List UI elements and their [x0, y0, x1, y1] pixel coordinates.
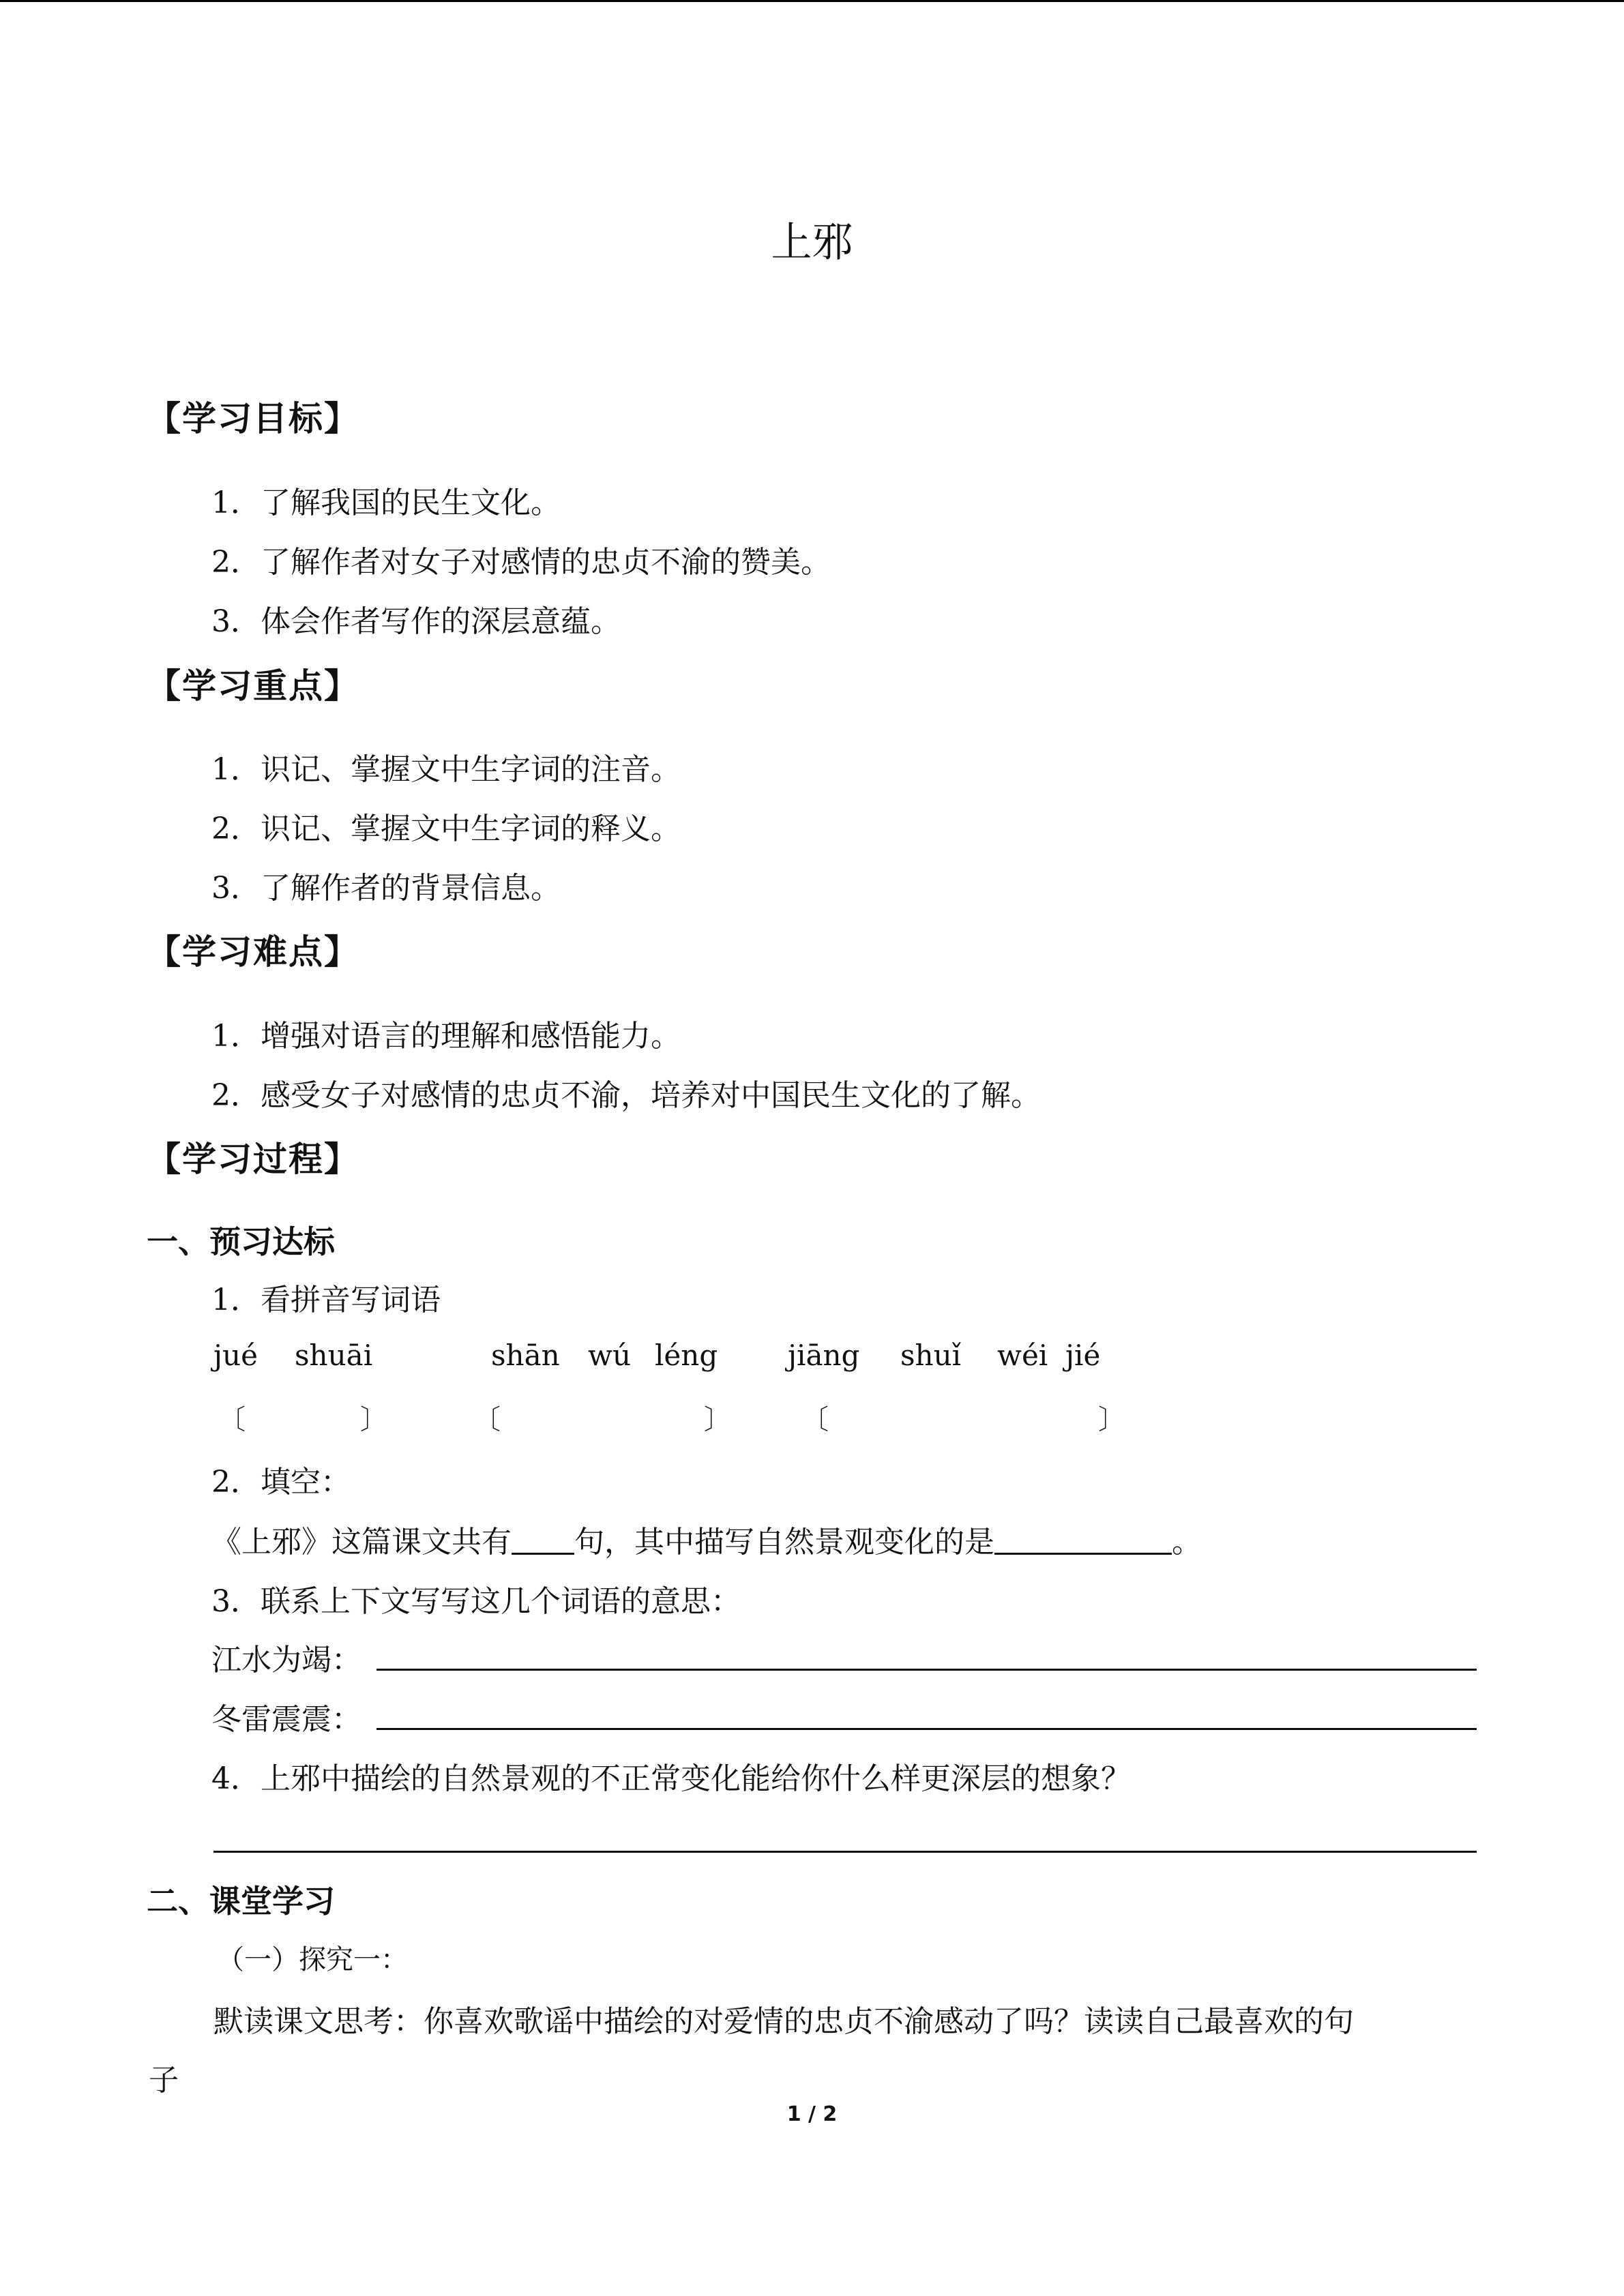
- objective-item: 1．了解我国的民生文化。: [211, 486, 561, 520]
- objectives-heading: 【学习目标】: [147, 399, 359, 438]
- pinyin: wú: [588, 1339, 631, 1372]
- key-points-heading: 【学习重点】: [147, 666, 359, 706]
- objective-item: 2．了解作者对女子对感情的忠贞不渝的赞美。: [211, 545, 831, 580]
- answer-bracket-open[interactable]: 〔: [473, 1404, 501, 1435]
- answer-bracket-close: 〕: [704, 1404, 731, 1435]
- answer-line-term1[interactable]: [377, 1669, 1477, 1671]
- question-1: 1．看拼音写词语: [211, 1283, 441, 1317]
- reading-prompt: 默读课文思考：你喜欢歌谣中描绘的对爱情的忠贞不渝感动了吗？读读自己最喜欢的句: [213, 2004, 1354, 2039]
- fill-blank-text-a: 《上邪》这篇课文共有: [211, 1525, 512, 1560]
- reading-prompt-end: 子: [149, 2063, 179, 2098]
- answer-bracket-close: 〕: [360, 1404, 387, 1435]
- pinyin: jué: [213, 1339, 258, 1372]
- question-4: 4．上邪中描绘的自然景观的不正常变化能给你什么样更深层的想象？: [211, 1761, 1131, 1796]
- difficulty-item: 2．感受女子对感情的忠贞不渝，培养对中国民生文化的了解。: [211, 1078, 1041, 1113]
- question-3: 3．联系上下文写写这几个词语的意思：: [211, 1584, 741, 1619]
- blank-sentence-count[interactable]: [512, 1523, 574, 1555]
- key-point-item: 1．识记、掌握文中生字词的注音。: [211, 752, 681, 787]
- fill-blank-sentence: [211, 1517, 1202, 1561]
- process-heading: 【学习过程】: [147, 1139, 359, 1179]
- part1-heading: 一、预习达标: [147, 1223, 335, 1260]
- objective-item: 3．体会作者写作的深层意蕴。: [211, 604, 621, 639]
- pinyin: jiāng: [788, 1339, 860, 1372]
- difficulty-item: 1．增强对语言的理解和感悟能力。: [211, 1019, 681, 1054]
- blank-landscape-sentence[interactable]: [994, 1523, 1172, 1555]
- pinyin: wéi: [997, 1339, 1048, 1372]
- pinyin: shān: [491, 1339, 560, 1372]
- term-label: 冬雷震震：: [211, 1702, 361, 1737]
- pinyin: léng: [655, 1339, 718, 1372]
- answer-bracket-close: 〕: [1098, 1404, 1125, 1435]
- fill-blank-text-c: 。: [1172, 1525, 1202, 1560]
- pinyin: jié: [1065, 1339, 1101, 1372]
- page-number: 1 / 2: [786, 2102, 838, 2126]
- page-top-border: [0, 0, 1624, 2]
- answer-bracket-open[interactable]: 〔: [801, 1404, 829, 1435]
- question-2: 2．填空：: [211, 1465, 351, 1500]
- page-title: 上邪: [771, 219, 853, 267]
- pinyin: shuāi: [295, 1339, 373, 1372]
- difficulties-heading: 【学习难点】: [147, 932, 359, 972]
- key-point-item: 3．了解作者的背景信息。: [211, 871, 561, 906]
- part2-heading: 二、课堂学习: [147, 1883, 335, 1920]
- pinyin: shuǐ: [900, 1339, 962, 1372]
- key-point-item: 2．识记、掌握文中生字词的释义。: [211, 811, 681, 846]
- answer-bracket-open[interactable]: 〔: [218, 1404, 246, 1435]
- fill-blank-text-b: 句，其中描写自然景观变化的是: [574, 1525, 994, 1560]
- answer-line-term2[interactable]: [377, 1728, 1477, 1730]
- term-label: 江水为竭：: [211, 1643, 361, 1678]
- explore-label: （一）探究一：: [217, 1944, 408, 1976]
- answer-line-q4[interactable]: [213, 1851, 1477, 1853]
